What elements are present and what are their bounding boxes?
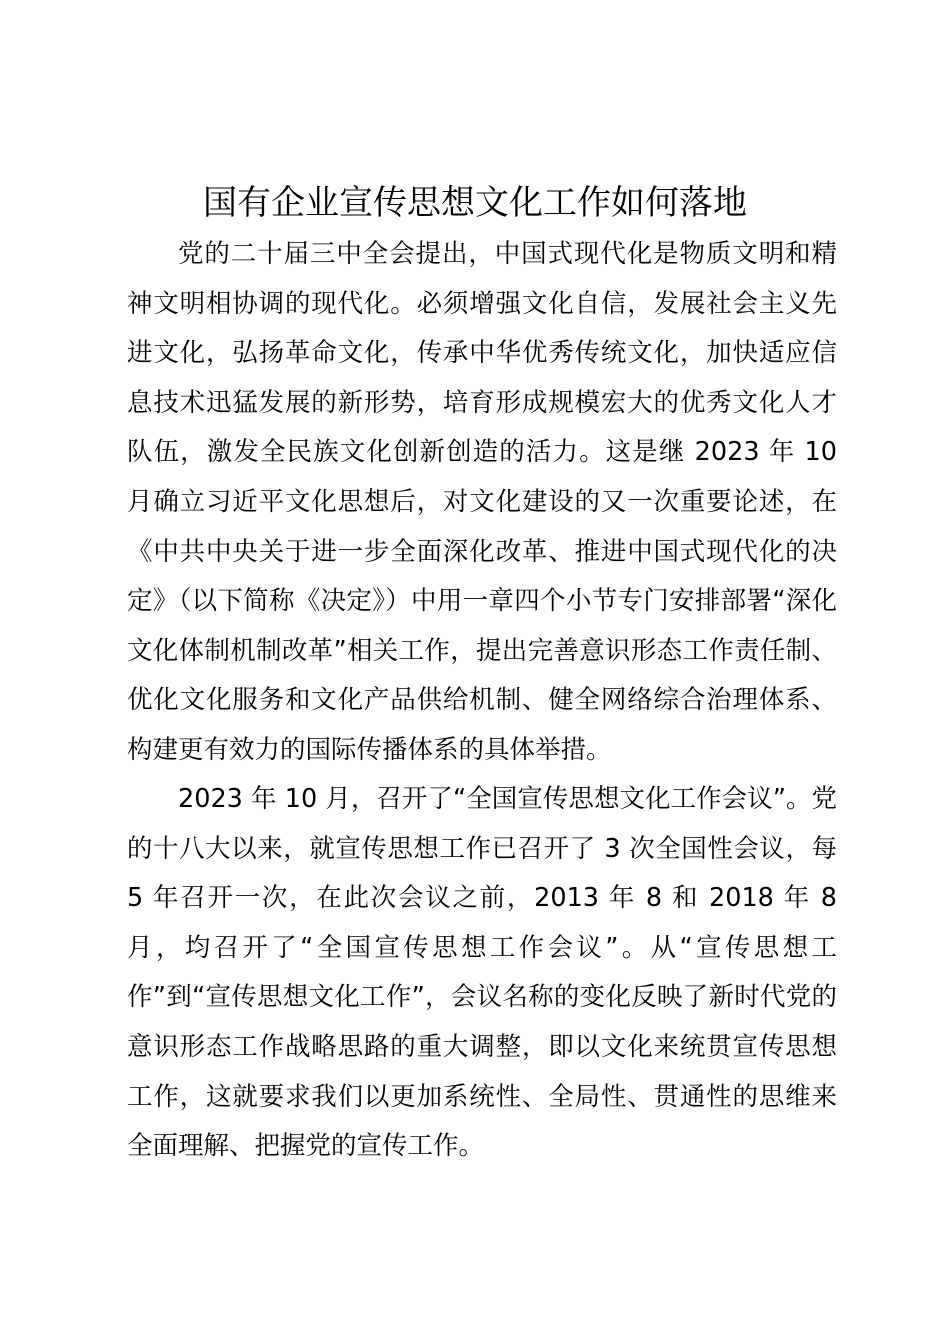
paragraph-2: 2023 年 10 月，召开了“全国宣传思想文化工作会议”。党的十八大以来，就宣传思想工作已召开了 3 次全国性会议，每 5 年召开一次，在此次会议之前，2013 年 8 和 2018 年 8 月，均召开了“全国宣传思想工作会议”。从“宣传思想工作”到“宣传思想文化工作”，会议名称的变化反映了新时代党的意识形态工作战略思路的重大调整，即以文化来统贯宣传思想工作，这就要求我们以更加系统性、全局性、贯通性的思维来全面理解、把握党的宣传工作。 (127, 784, 837, 1162)
paragraph-1: 党的二十届三中全会提出，中国式现代化是物质文明和精神文明相协调的现代化。必须增强文化自信，发展社会主义先进文化，弘扬革命文化，传承中华优秀传统文化，加快适应信息技术迅猛发展的新形势，培育形成规模宏大的优秀文化人才队伍，激发全民族文化创新创造的活力。这是继 2023 年 10 月确立习近平文化思想后，对文化建设的又一次重要论述，在《中共中央关于进一步全面深化改革、推进中国式现代化的决定》（以下简称《决定》）中用一章四个小节专门安排部署“深化文化体制机制改革”相关工作，提出完善意识形态工作责任制、优化文化服务和文化产品供给机制、健全网络综合治理体系、构建更有效力的国际传播体系的具体举措。 (127, 239, 837, 765)
document-title: 国有企业宣传思想文化工作如何落地 (203, 183, 747, 223)
